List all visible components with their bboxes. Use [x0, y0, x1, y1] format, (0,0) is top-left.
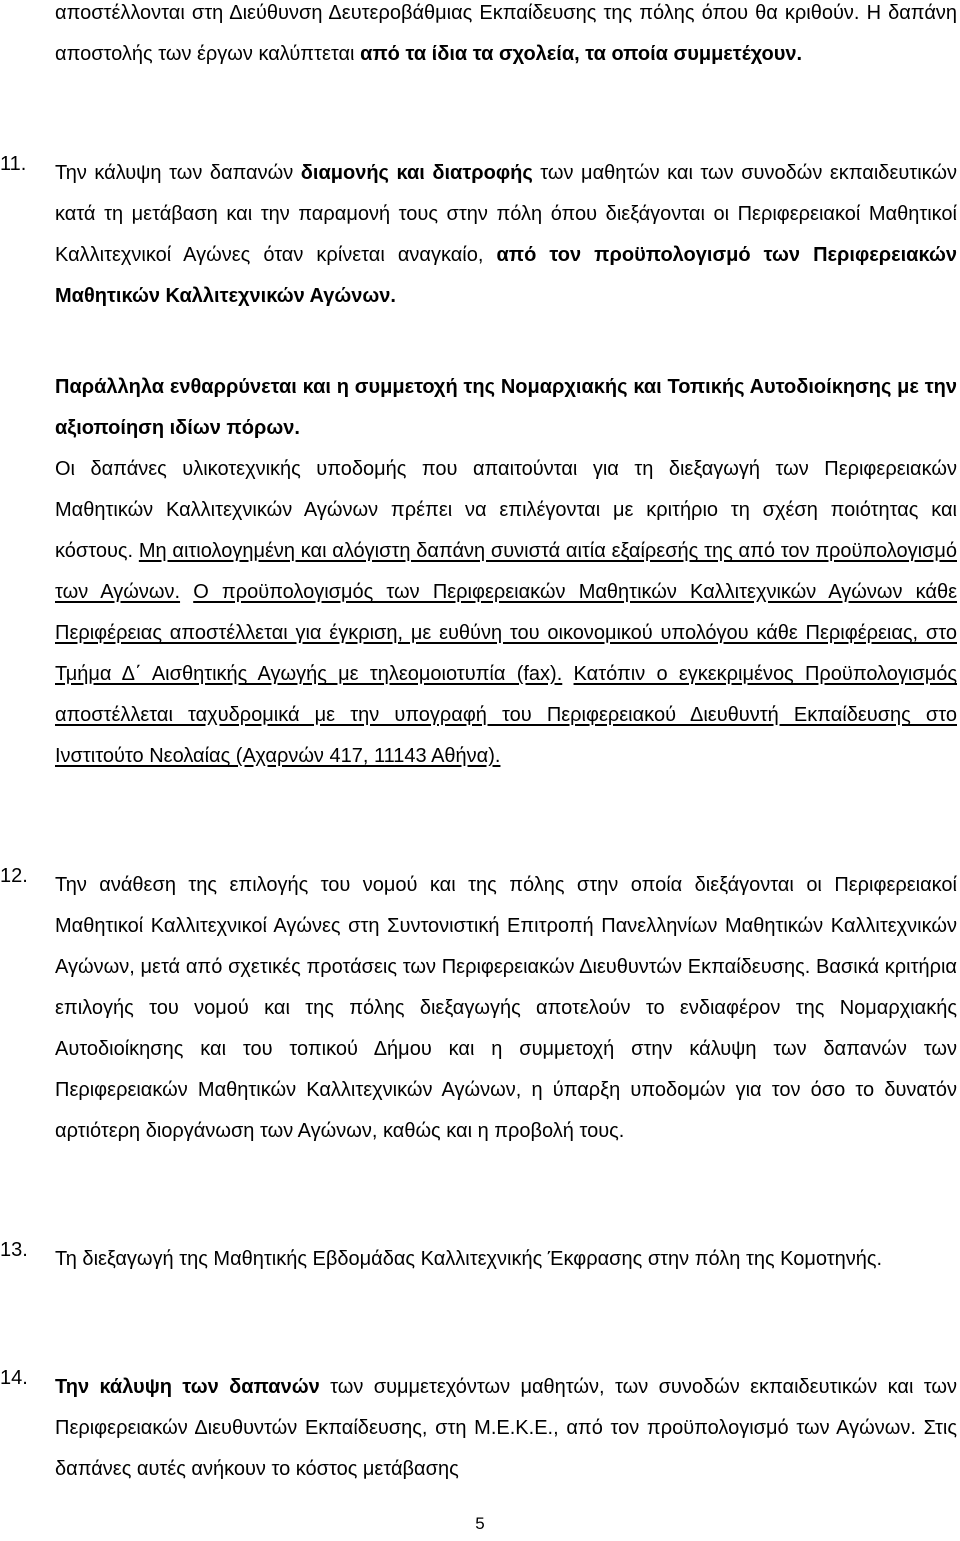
item-11-bold-1: διαμονής και διατροφής: [300, 162, 533, 184]
item-12-number: 12.: [0, 865, 28, 887]
item-12-paragraph: Την ανάθεση της επιλογής του νομού και της πόλης στην οποία διεξάγονται οι Περιφερειακοί Μαθητικοί Καλλιτεχνικοί Αγώνες στη Συντονιστική Επιτροπή Πανελληνίων Μαθητικών Καλλιτεχνικών Αγώνων, μετά από σχετικές προτάσεις των Περιφερειακών Διευθυντών Εκπαίδευσης. Βασικά κριτήρια επιλογής του νομού και της πόλης διεξαγωγής αποτελούν το ενδιαφέρον της Νομαρχιακής Αυτοδιοίκησης και του τοπικού Δήμου και η συμμετοχή στην κάλυψη των δαπανών των Περιφερειακών Μαθητικών Καλλιτεχνικών Αγώνων, η ύπαρξη υποδομών για τον όσο το δυνατόν αρτιότερη διοργάνωση των Αγώνων, καθώς και η προβολή τους.: [55, 874, 957, 1142]
item-14-bold: Την κάλυψη των δαπανών: [55, 1376, 320, 1398]
item-11-bold-2: από τον προϋπολογισμό των Περιφερειακών Μαθητικών Καλλιτεχνικών Αγώνων.: [55, 244, 957, 307]
item-14-paragraph: [55, 1367, 957, 1490]
item-11-space: [180, 581, 193, 603]
intro-paragraph: [55, 0, 957, 75]
item-11-bold-3: Παράλληλα ενθαρρύνεται και η συμμετοχή της Νομαρχιακής και Τοπικής Αυτοδιοίκησης με την αξιοποίηση ιδίων πόρων.: [55, 376, 957, 439]
item-11-text-3: Οι δαπάνες υλικοτεχνικής υποδομής που απαιτούνται για τη διεξαγωγή των Περιφερειακών Μαθητικών Καλλιτεχνικών Αγώνων πρέπει να επιλέγονται με κριτήριο τη σχέση ποιότητας και κόστους.: [55, 458, 957, 562]
item-11-underline-3: Κατόπιν ο εγκεκριμένος Προϋπολογισμός αποστέλλεται ταχυδρομικά με την υπογραφή του Περιφερειακού Διευθυντή Εκπαίδευσης στο Ινστιτούτο Νεολαίας (Αχαρνών 417, 11143 Αθήνα).: [55, 663, 957, 767]
intro-bold: από τα ίδια τα σχολεία, τα οποία συμμετέχουν.: [360, 43, 803, 65]
intro-text: αποστέλλονται στη Διεύθυνση Δευτεροβάθμιας Εκπαίδευσης της πόλης όπου θα κριθούν. Η δαπάνη αποστολής των έργων καλύπτεται: [55, 2, 957, 65]
item-14-number: 14.: [0, 1367, 28, 1389]
item-11-text-2: των μαθητών και των συνοδών εκπαιδευτικών κατά τη μετάβαση και την παραμονή τους στην πόλη όπου διεξάγονται οι Περιφερειακοί Μαθητικοί Καλλιτεχνικοί Αγώνες όταν κρίνεται αναγκαίο,: [55, 162, 958, 266]
item-11-paragraph-3: [55, 449, 957, 777]
item-11-text-1: Την κάλυψη των δαπανών: [55, 162, 301, 184]
item-11-number: 11.: [0, 153, 27, 175]
item-13-number: 13.: [0, 1239, 28, 1261]
page-number: 5: [475, 1514, 485, 1533]
item-14-text: των συμμετεχόντων μαθητών, των συνοδών εκπαιδευτικών και των Περιφερειακών Διευθυντών Εκπαίδευσης, στη Μ.Ε.Κ.Ε., από τον προϋπολογισμό των Αγώνων. Στις δαπάνες αυτές ανήκουν το κόστος μετάβασης: [55, 1376, 957, 1480]
item-11-underline-1: Μη αιτιολογημένη και αλόγιστη δαπάνη συνιστά αιτία εξαίρεσής της από τον προϋπολογισμό των Αγώνων.: [55, 540, 957, 603]
item-13-paragraph: Τη διεξαγωγή της Μαθητικής Εβδομάδας Καλλιτεχνικής Έκφρασης στην πόλη της Κομοτηνής.: [55, 1248, 883, 1270]
item-11-paragraph-2: [55, 367, 957, 449]
item-11-paragraph: [55, 153, 957, 317]
item-11-underline-2: Ο προϋπολογισμός των Περιφερειακών Μαθητικών Καλλιτεχνικών Αγώνων κάθε Περιφέρειας αποστέλλεται για έγκριση, με ευθύνη του οικονομικού υπολόγου κάθε Περιφέρειας, στο Τμήμα Δ΄ Αισθητικής Αγωγής με τηλεομοιοτυπία (fax).: [55, 581, 958, 685]
